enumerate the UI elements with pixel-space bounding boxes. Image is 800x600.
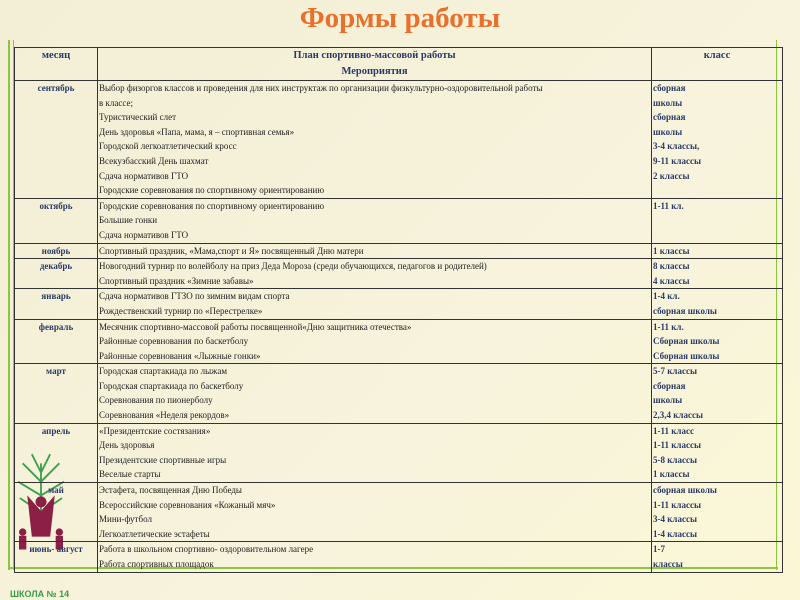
event-item: Городская спартакиада по лыжам <box>99 366 228 377</box>
class-item: 2,3,4 классы <box>653 410 704 421</box>
events-cell <box>98 198 652 243</box>
month-cell: апрель <box>15 423 98 482</box>
class-item: 3-4 классы, <box>653 141 700 152</box>
event-item: Большие гонки <box>99 215 158 226</box>
event-item: Президентские спортивные игры <box>99 454 227 465</box>
event-item: Сдача нормативов ГТО <box>99 170 189 181</box>
class-item: 5-7 классы <box>653 366 697 377</box>
event-item: Всекузбасский День шахмат <box>99 155 209 166</box>
plan-header <box>98 48 652 81</box>
month-cell: март <box>15 364 98 423</box>
class-cell <box>652 483 783 542</box>
event-item: Мини-футбол <box>99 514 152 525</box>
event-item: Спортивный праздник, «Мама,спорт и Я» посвященный Дню матери <box>99 245 364 256</box>
plan-header-line2: Мероприятия <box>341 66 408 77</box>
table-row <box>15 364 783 423</box>
class-item: 1-7 <box>653 544 665 555</box>
table-row <box>15 198 783 243</box>
events-cell <box>98 319 652 364</box>
class-item: сборная <box>653 112 686 123</box>
class-cell <box>652 423 783 482</box>
table-row <box>15 483 783 542</box>
class-item: Сборная школы <box>653 350 720 361</box>
class-item: 1-11 кл. <box>653 200 684 211</box>
month-cell: февраль <box>15 319 98 364</box>
events-cell <box>98 243 652 259</box>
event-item: Месячник спортивно-массовой работы посвященной«Дню защитника отечества» <box>99 321 412 332</box>
events-cell <box>98 259 652 289</box>
table-header <box>15 48 783 81</box>
event-item: Легкоатлетические эстафеты <box>99 528 210 539</box>
logo-text: ШКОЛА № 14 <box>10 589 70 599</box>
event-item: Работа спортивных площадок <box>99 559 214 569</box>
class-item: 1-11 классы <box>653 499 702 510</box>
class-item: сборная школы <box>653 305 717 316</box>
month-cell: декабрь <box>15 259 98 289</box>
plan-header-line1: План спортивно-массовой работы <box>293 50 456 61</box>
month-cell: январь <box>15 289 98 319</box>
table-row <box>15 319 783 364</box>
event-item: День здоровья «Папа, мама, я – спортивная семья» <box>99 126 295 137</box>
event-item: Спортивный праздник «Зимние забавы» <box>99 275 254 286</box>
table-row <box>15 81 783 199</box>
events-cell <box>98 423 652 482</box>
event-item: Сдача нормативов ГТЗО по зимним видам спорта <box>99 291 290 302</box>
table-row <box>15 289 783 319</box>
class-item: 1-11 класс <box>653 425 694 436</box>
event-item: Новогодний турнир по волейболу на приз Деда Мороза (среди обучающихся, педагогов и родителей) <box>99 261 487 272</box>
class-item: школы <box>653 97 683 108</box>
class-item: 8 классы <box>653 261 690 272</box>
class-item: школы <box>653 395 683 406</box>
table-row <box>15 259 783 289</box>
class-item: сборная школы <box>653 485 717 496</box>
event-item: Соревнования «Неделя рекордов» <box>99 410 230 421</box>
class-item: сборная <box>653 380 686 391</box>
page-title: Формы работы <box>299 2 501 34</box>
class-cell <box>652 542 783 572</box>
class-cell <box>652 198 783 243</box>
event-item: Туристический слет <box>99 112 177 123</box>
month-cell: июнь- август <box>15 542 98 572</box>
class-item: 4 классы <box>653 275 690 286</box>
event-item: День здоровья <box>99 440 155 451</box>
event-item: Сдача нормативов ГТО <box>99 229 189 240</box>
class-item: 1 классы <box>653 245 690 256</box>
class-cell <box>652 364 783 423</box>
class-cell <box>652 81 783 199</box>
month-header: месяц <box>15 48 98 81</box>
class-header: класс <box>652 48 783 81</box>
event-item: Выбор физоргов классов и проведения для них инструктаж по организации физкультурно-оздоровительной работы <box>99 83 543 93</box>
events-cell <box>98 542 652 572</box>
month-cell: сентябрь <box>15 81 98 199</box>
table-row <box>15 542 783 572</box>
class-item: 3-4 классы <box>653 514 697 525</box>
event-item: Городская спартакиада по баскетболу <box>99 380 244 391</box>
class-item: 2 классы <box>653 170 690 181</box>
class-item: 5-8 классы <box>653 454 697 465</box>
class-item: 1-11 классы <box>653 440 702 451</box>
events-cell <box>98 483 652 542</box>
class-item: 1-4 классы <box>653 528 697 539</box>
event-item: Районные соревнования по баскетболу <box>99 336 249 347</box>
events-cell <box>98 81 652 199</box>
event-item: Городской легкоатлетический кросс <box>99 141 237 152</box>
event-item: Городские соревнования по спортивному ориентированию <box>99 200 325 211</box>
table-row <box>15 423 783 482</box>
event-item: в классе; <box>99 97 133 108</box>
event-item: Эстафета, посвященная Дню Победы <box>99 485 242 496</box>
class-item: 9-11 классы <box>653 155 702 166</box>
class-cell <box>652 289 783 319</box>
event-item: Всероссийские соревнования «Кожаный мяч» <box>99 499 276 510</box>
month-cell: ноябрь <box>15 243 98 259</box>
class-item: сборная <box>653 83 686 93</box>
month-cell: октябрь <box>15 198 98 243</box>
month-cell: май <box>15 483 98 542</box>
class-item: 1-11 кл. <box>653 321 684 332</box>
table-row <box>15 243 783 259</box>
events-cell <box>98 289 652 319</box>
plan-table <box>14 47 783 573</box>
event-item: Районные соревнования «Лыжные гонки» <box>99 350 261 361</box>
event-item: «Президентские состязания» <box>99 425 211 436</box>
event-item: Городские соревнования по спортивному ориентированию <box>99 185 325 196</box>
event-item: Рождественский турнир по «Перестрелке» <box>99 305 263 316</box>
class-cell <box>652 259 783 289</box>
class-item: школы <box>653 126 683 137</box>
class-item: 1-4 кл. <box>653 291 680 302</box>
event-item: Соревнования по пионерболу <box>99 395 213 406</box>
class-item: классы <box>653 559 683 569</box>
event-item: Веселые старты <box>99 469 161 480</box>
class-cell <box>652 243 783 259</box>
class-cell <box>652 319 783 364</box>
class-item: Сборная школы <box>653 336 720 347</box>
events-cell <box>98 364 652 423</box>
class-item: 1 классы <box>653 469 690 480</box>
event-item: Работа в школьном спортивно- оздоровительном лагере <box>99 544 314 555</box>
